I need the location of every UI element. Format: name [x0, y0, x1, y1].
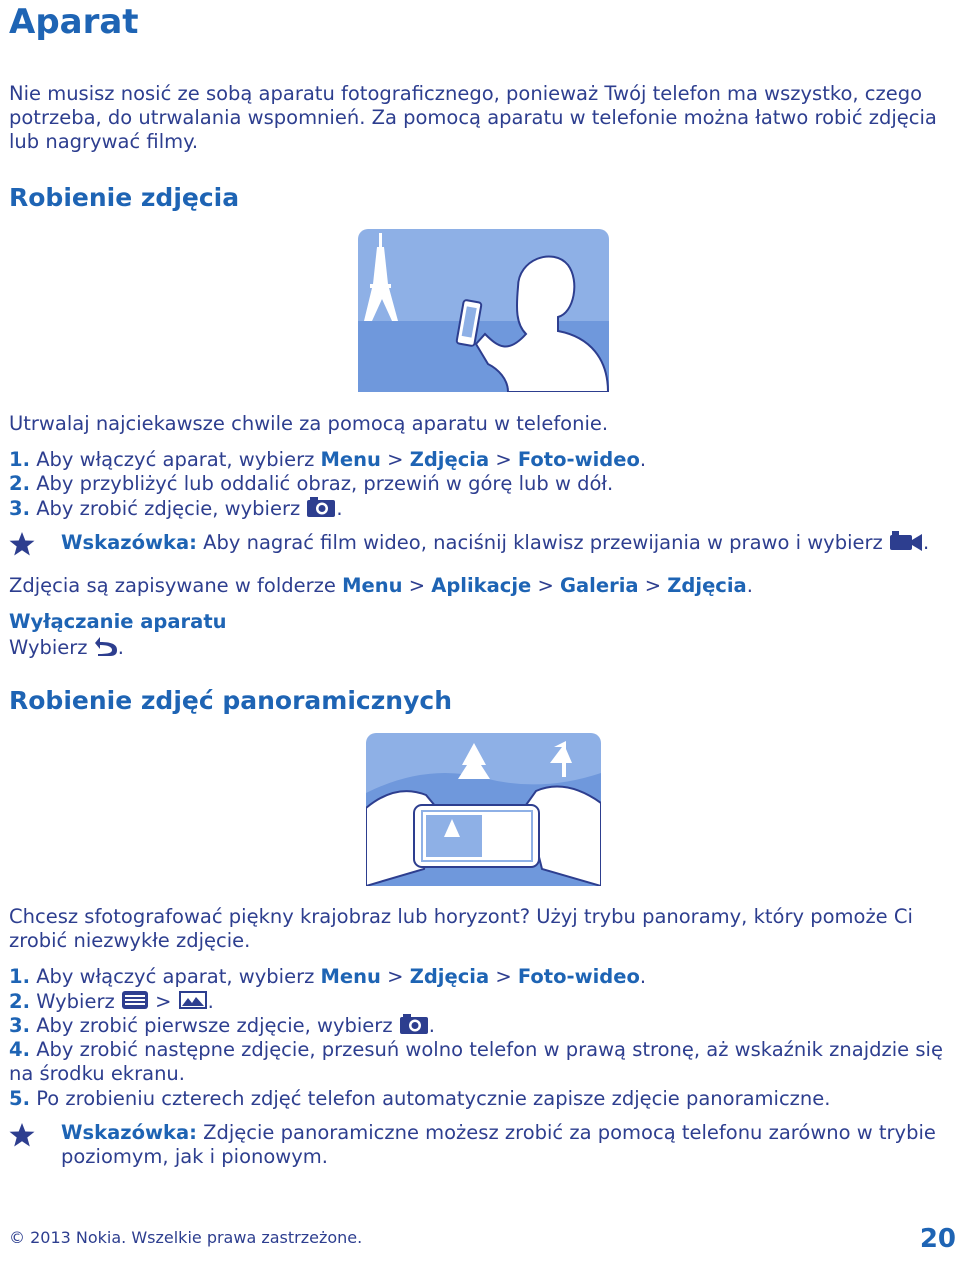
- menu-link: Menu: [320, 965, 381, 988]
- step-text: Aby włączyć aparat, wybierz: [36, 965, 315, 988]
- step-text: Aby zrobić następne zdjęcie, przesuń wolno telefon w prawą stronę, aż wskaźnik znajdzie się na środku ekranu.: [9, 1038, 943, 1085]
- page-number: 20: [919, 1224, 956, 1254]
- separator: >: [495, 448, 512, 471]
- back-arrow-icon: [94, 635, 118, 657]
- photos-link: Zdjęcia: [409, 448, 490, 471]
- step-text: Aby zrobić zdjęcie, wybierz: [36, 497, 301, 520]
- photo-video-link: Foto-wideo: [517, 448, 640, 471]
- panorama-illustration: [366, 733, 601, 886]
- tip-label: Wskazówka:: [61, 1121, 197, 1144]
- step-number: 5.: [9, 1087, 30, 1110]
- photos-link: Zdjęcia: [409, 965, 490, 988]
- step-text: Aby przybliżyć lub oddalić obraz, przewiń w górę lub w dół.: [36, 472, 614, 495]
- step-text: Aby zrobić pierwsze zdjęcie, wybierz: [36, 1014, 393, 1037]
- intro-paragraph: Nie musisz nosić ze sobą aparatu fotograficznego, ponieważ Twój telefon ma wszystko, czego potrzeba, do utrwalania wspomnień. Za pomocą aparatu w telefonie można łatwo robić zdjęcia lub nagrywać filmy.: [9, 82, 937, 153]
- step-number: 4.: [9, 1038, 30, 1061]
- tip-text: Zdjęcie panoramiczne możesz zrobić za pomocą telefonu zarówno w trybie poziomym, jak i pionowym.: [61, 1121, 936, 1168]
- step-number: 1.: [9, 448, 30, 471]
- step-number: 2.: [9, 990, 30, 1013]
- tip-star-icon: [8, 530, 36, 558]
- tip-text: Aby nagrać film wideo, naciśnij klawisz przewijania w prawo i wybierz: [203, 531, 883, 554]
- step-5: [9, 1087, 954, 1111]
- menu-link: Menu: [320, 448, 381, 471]
- step-number: 1.: [9, 965, 30, 988]
- step-3: 3. Aby zrobić zdjęcie, wybierz .: [9, 497, 343, 520]
- section-heading-panorama: Robienie zdjęć panoramicznych: [9, 686, 453, 715]
- menu-icon: [121, 989, 149, 1011]
- section1-caption: Utrwalaj najciekawsze chwile za pomocą aparatu w telefonie.: [9, 412, 609, 435]
- camera-off-heading: Wyłączanie aparatu: [9, 610, 227, 633]
- step-1: 1. Aby włączyć aparat, wybierz Menu > Zdjęcia > Foto-wideo.: [9, 448, 647, 471]
- tip-panorama: [61, 1121, 951, 1169]
- step-2: 2. Wybierz > .: [9, 990, 214, 1013]
- separator: >: [155, 990, 172, 1013]
- separator: >: [495, 965, 512, 988]
- step-4: [9, 1038, 954, 1086]
- step-number: 3.: [9, 497, 30, 520]
- step-text: Aby włączyć aparat, wybierz: [36, 448, 315, 471]
- step-number: 3.: [9, 1014, 30, 1037]
- page-title: Aparat: [9, 2, 139, 42]
- section2-intro: Chcesz sfotografować piękny krajobraz lub horyzont? Użyj trybu panoramy, który pomoże Ci zrobić niezwykłe zdjęcie.: [9, 905, 913, 952]
- video-camera-icon: [889, 530, 923, 552]
- step-text: Po zrobieniu czterech zdjęć telefon automatycznie zapisze zdjęcie panoramiczne.: [36, 1087, 831, 1110]
- camera-icon: [306, 496, 336, 518]
- camera-off-text: Wybierz .: [9, 636, 124, 659]
- separator: >: [387, 965, 404, 988]
- tip-video: Wskazówka: Aby nagrać film wideo, naciśnij klawisz przewijania w prawo i wybierz .: [61, 531, 930, 554]
- step-number: 2.: [9, 472, 30, 495]
- step-2: [9, 472, 954, 496]
- save-location: Zdjęcia są zapisywane w folderze Menu > Aplikacje > Galeria > Zdjęcia.: [9, 574, 753, 597]
- camera-icon: [399, 1013, 429, 1035]
- step-text: Wybierz: [36, 990, 115, 1013]
- separator: >: [387, 448, 404, 471]
- step-3: 3. Aby zrobić pierwsze zdjęcie, wybierz .: [9, 1014, 435, 1037]
- camera-illustration: [358, 229, 609, 392]
- tip-label: Wskazówka:: [61, 531, 197, 554]
- photo-video-link: Foto-wideo: [517, 965, 640, 988]
- panorama-icon: [178, 989, 208, 1011]
- copyright: © 2013 Nokia. Wszelkie prawa zastrzeżone.: [9, 1228, 363, 1247]
- step-1: 1. Aby włączyć aparat, wybierz Menu > Zdjęcia > Foto-wideo.: [9, 965, 647, 988]
- section-heading-photo: Robienie zdjęcia: [9, 183, 240, 212]
- tip-star-icon: [8, 1121, 36, 1149]
